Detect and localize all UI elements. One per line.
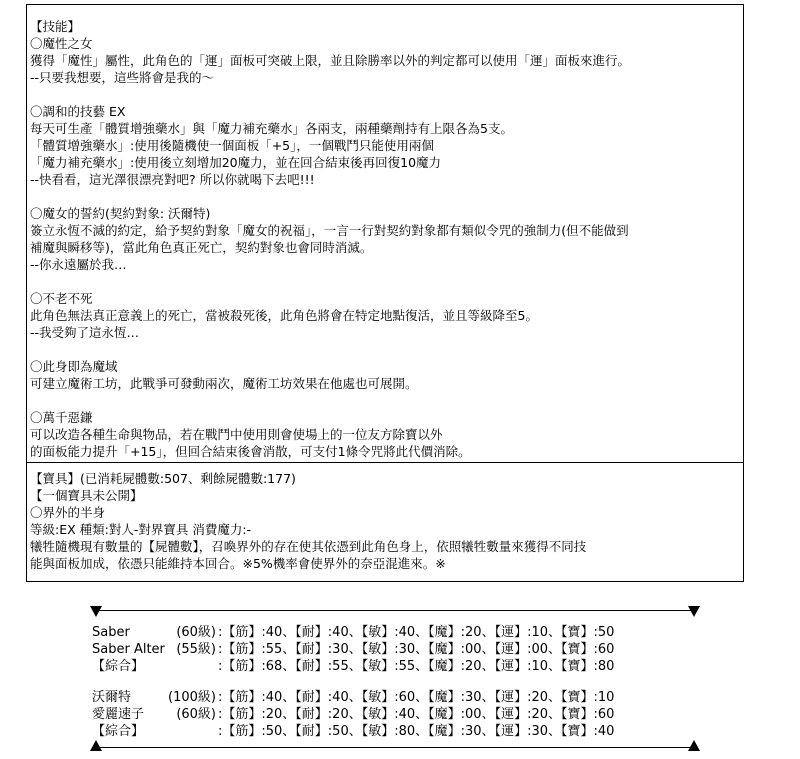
triangle-down-right-icon xyxy=(688,606,700,617)
stats-level: (100級) xyxy=(168,690,216,705)
stats-row xyxy=(92,658,614,675)
stats-name: 愛麗速子 xyxy=(92,707,145,722)
stats-name: 【綜合】 xyxy=(92,659,145,674)
stats-name: 【綜合】 xyxy=(92,724,145,739)
skill-text-line: 補魔與瞬移等)，當此角色真正死亡，契約對象也會同時消滅。 xyxy=(30,240,373,255)
stats-values: :【筋】:68、【耐】:55、【敏】:55、【魔】:20、【運】:10、【寶】:80 xyxy=(218,659,615,674)
noble-phantasm-text-line: 能與面板加成，依憑只能維持本回合。※5%機率會使界外的奈亞混進來。※ xyxy=(30,556,446,571)
skills-header: 【技能】 xyxy=(30,19,81,34)
stats-row xyxy=(92,689,614,706)
skill-text-line: 獲得「魔性」屬性，此角色的「運」面板可突破上限，並且除勝率以外的判定都可以使用「運」面板來進行。 xyxy=(30,53,631,68)
stats-bottom-rule xyxy=(96,747,694,748)
noble-phantasm-section xyxy=(30,470,740,572)
skill-text-line: 此角色無法真正意義上的死亡，當被殺死後，此角色將會在特定地點復活，並且等級降至5。 xyxy=(30,308,538,323)
skill-text-line: 「魔力補充藥水」:使用後立刻增加20魔力，並在回合結束後再回復10魔力 xyxy=(30,155,442,170)
skill-text-line: --只要我想要，這些將會是我的～ xyxy=(30,70,215,85)
stats-row xyxy=(92,624,614,641)
noble-phantasm-text-line: 等級:EX 種類:對人-對界寶具 消費魔力:- xyxy=(30,522,252,537)
skill-text-line: --你永遠屬於我… xyxy=(30,257,127,272)
blank-line xyxy=(30,86,740,103)
skill-text-line: 可以改造各種生命與物品，若在戰鬥中使用則會使場上的一位友方除寶以外 xyxy=(30,427,443,442)
noble-phantasm-text-line: 【寶具】(已消耗屍體數:507、剩餘屍體數:177) xyxy=(30,471,296,486)
stats-values: :【筋】:40、【耐】:40、【敏】:40、【魔】:20、【運】:10、【寶】:50 xyxy=(218,625,615,640)
triangle-up-left-icon xyxy=(90,740,102,751)
stats-level: (55級) xyxy=(176,642,216,657)
skill-text-line: 〇魔女的誓約(契約對象: 沃爾特) xyxy=(30,206,211,221)
stats-values: :【筋】:50、【耐】:50、【敏】:80、【魔】:30、【運】:30、【寶】:40 xyxy=(218,724,615,739)
skill-text-line: 〇魔性之女 xyxy=(30,36,93,51)
stats-row xyxy=(92,706,614,723)
skill-text-line: 每天可生產「體質增強藥水」與「魔力補充藥水」各兩支，兩種藥劑持有上限各為5支。 xyxy=(30,121,513,136)
skills-section xyxy=(30,18,740,460)
skill-text-line: 〇不老不死 xyxy=(30,291,93,306)
noble-phantasm-list xyxy=(30,470,740,572)
skill-text-line: 〇萬千惡鎌 xyxy=(30,410,93,425)
stats-row xyxy=(92,723,614,740)
noble-phantasm-text-line: 【一個寶具未公開】 xyxy=(30,488,143,503)
skill-text-line: 的面板能力提升「+15」，但回合結束後會消散，可支付1條令咒將此代價消除。 xyxy=(30,444,471,459)
skill-text-line: 〇此身即為魔域 xyxy=(30,359,118,374)
stats-values: :【筋】:55、【耐】:30、【敏】:30、【魔】:00、【運】:00、【寶】:60 xyxy=(218,642,615,657)
stats-name: Saber Alter xyxy=(92,642,165,657)
stats-level: (60級) xyxy=(176,707,216,722)
stats-values: :【筋】:40、【耐】:40、【敏】:60、【魔】:30、【運】:20、【寶】:10 xyxy=(218,690,615,705)
noble-phantasm-text-line: 犧牲隨機現有數量的【屍體數】，召喚界外的存在使其依憑到此角色身上，依照犧牲數量來獲得不同技 xyxy=(30,539,587,554)
blank-line xyxy=(30,273,740,290)
stats-row xyxy=(92,641,614,658)
blank-line xyxy=(30,341,740,358)
blank-line xyxy=(30,392,740,409)
stats-table xyxy=(90,604,710,756)
triangle-down-left-icon xyxy=(90,606,102,617)
triangle-up-right-icon xyxy=(688,740,700,751)
noble-phantasm-text-line: 〇界外的半身 xyxy=(30,505,106,520)
skill-text-line: --我受夠了這永恆… xyxy=(30,325,140,340)
skills-list xyxy=(30,35,740,460)
skill-text-line: 〇調和的技藝 EX xyxy=(30,104,126,119)
stats-level: (60級) xyxy=(176,625,216,640)
stats-top-rule xyxy=(96,610,694,611)
skill-text-line: 「體質增強藥水」:使用後隨機使一個面板「+5」，一個戰鬥只能使用兩個 xyxy=(30,138,434,153)
stats-values: :【筋】:20、【耐】:20、【敏】:40、【魔】:00、【運】:20、【寶】:60 xyxy=(218,707,615,722)
stats-name: 沃爾特 xyxy=(92,690,132,705)
skill-text-line: --快看看，這光澤很漂亮對吧? 所以你就喝下去吧!!! xyxy=(30,172,315,187)
skill-text-line: 簽立永恆不滅的約定，給予契約對象「魔女的祝福」，一言一行對契約對象都有類似令咒的強制力(但不能做到 xyxy=(30,223,629,238)
stats-name: Saber xyxy=(92,625,130,640)
blank-line xyxy=(30,188,740,205)
skill-text-line: 可建立魔術工坊，此戰爭可發動兩次，魔術工坊效果在他處也可展開。 xyxy=(30,376,418,391)
